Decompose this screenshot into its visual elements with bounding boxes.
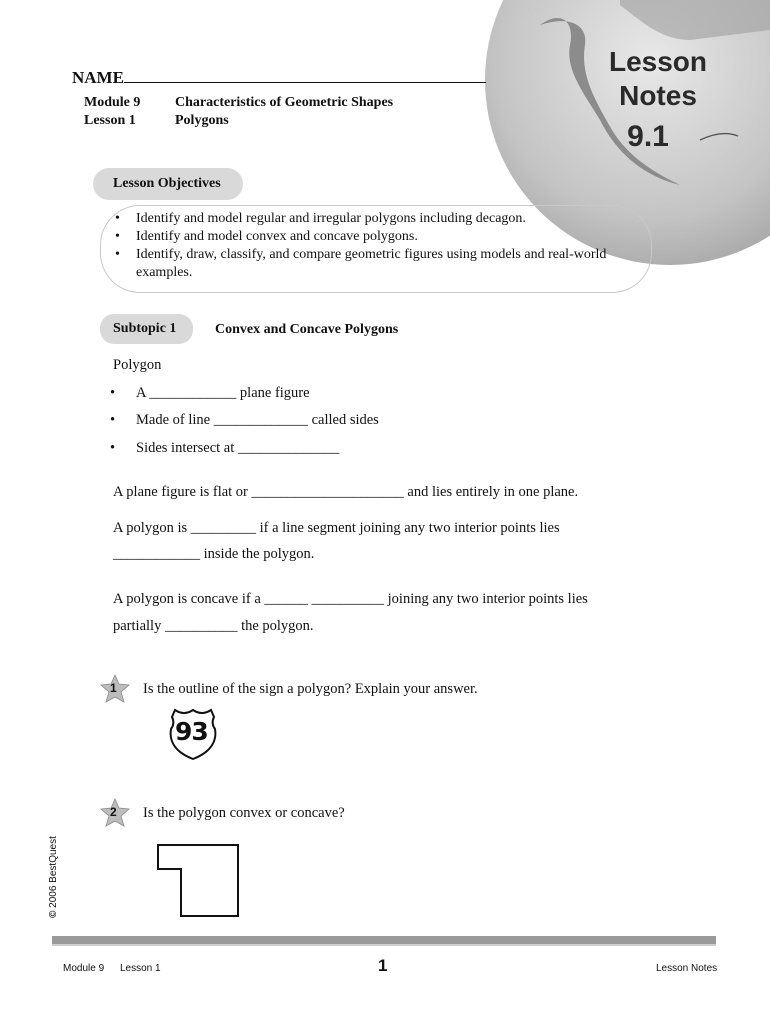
subtopic-title: Convex and Concave Polygons <box>215 322 399 337</box>
polygon-bullet: • Made of line _____________ called sides <box>110 412 379 428</box>
footer-lesson: Lesson 1 <box>120 963 161 974</box>
footer-module: Module 9 <box>63 963 105 974</box>
plane-figure-statement: A plane figure is flat or _____________________ and lies entirely in one plane. <box>113 484 579 500</box>
question-1-number: 1 <box>110 681 117 695</box>
footer-section-title: Lesson Notes <box>656 963 718 974</box>
objectives-pill <box>93 168 243 200</box>
question-1-text: Is the outline of the sign a polygon? Explain your answer. <box>143 681 478 697</box>
subtopic-label: Subtopic 1 <box>113 321 177 336</box>
lesson-title: Polygons <box>175 113 229 128</box>
module-title: Characteristics of Geometric Shapes <box>175 95 394 110</box>
page-number: 1 <box>378 956 388 975</box>
copyright-notice: © 2006 BestQuest <box>48 836 59 918</box>
name-label: NAME <box>72 68 124 87</box>
question-2-star-badge <box>100 798 130 828</box>
polygon-bullet: • A ____________ plane figure <box>110 385 310 401</box>
objectives-title: Lesson Objectives <box>113 176 221 191</box>
highway-sign <box>167 707 219 761</box>
convex-statement-line1: A polygon is _________ if a line segment joining any two interior points lies <box>113 520 560 536</box>
objective-item: • Identify and model convex and concave polygons. <box>112 228 647 246</box>
copyright-icon: © <box>48 910 59 918</box>
name-field[interactable] <box>72 68 486 88</box>
badge-lesson-word: Lesson <box>608 46 708 77</box>
convex-statement-line2: ____________ inside the polygon. <box>113 546 315 562</box>
badge-lesson-number: 9.1 <box>627 120 669 153</box>
subtopic-pill <box>100 314 193 344</box>
question-1-star-badge <box>100 674 130 704</box>
question-2-number: 2 <box>110 805 117 819</box>
polygon-bullet: • Sides intersect at ______________ <box>110 440 340 456</box>
badge-notes-word: Notes <box>619 80 697 111</box>
polygon-heading: Polygon <box>113 357 162 373</box>
module-label: Module 9 <box>84 95 141 110</box>
name-blank[interactable] <box>124 68 486 83</box>
footer-rule-light <box>52 944 716 946</box>
concave-statement-line2: partially __________ the polygon. <box>113 618 314 634</box>
footer-rule <box>52 936 716 944</box>
concave-polygon-figure <box>154 842 242 920</box>
objective-item: • Identify, draw, classify, and compare geometric figures using models and real-world examples. <box>112 246 647 282</box>
question-2-text: Is the polygon convex or concave? <box>143 805 345 821</box>
objective-item: • Identify and model regular and irregular polygons including decagon. <box>112 210 647 228</box>
objectives-list <box>112 210 647 282</box>
lesson-label: Lesson 1 <box>84 113 136 128</box>
concave-statement-line1: A polygon is concave if a ______ __________ joining any two interior points lies <box>113 591 588 607</box>
sign-number: 93 <box>175 717 208 746</box>
